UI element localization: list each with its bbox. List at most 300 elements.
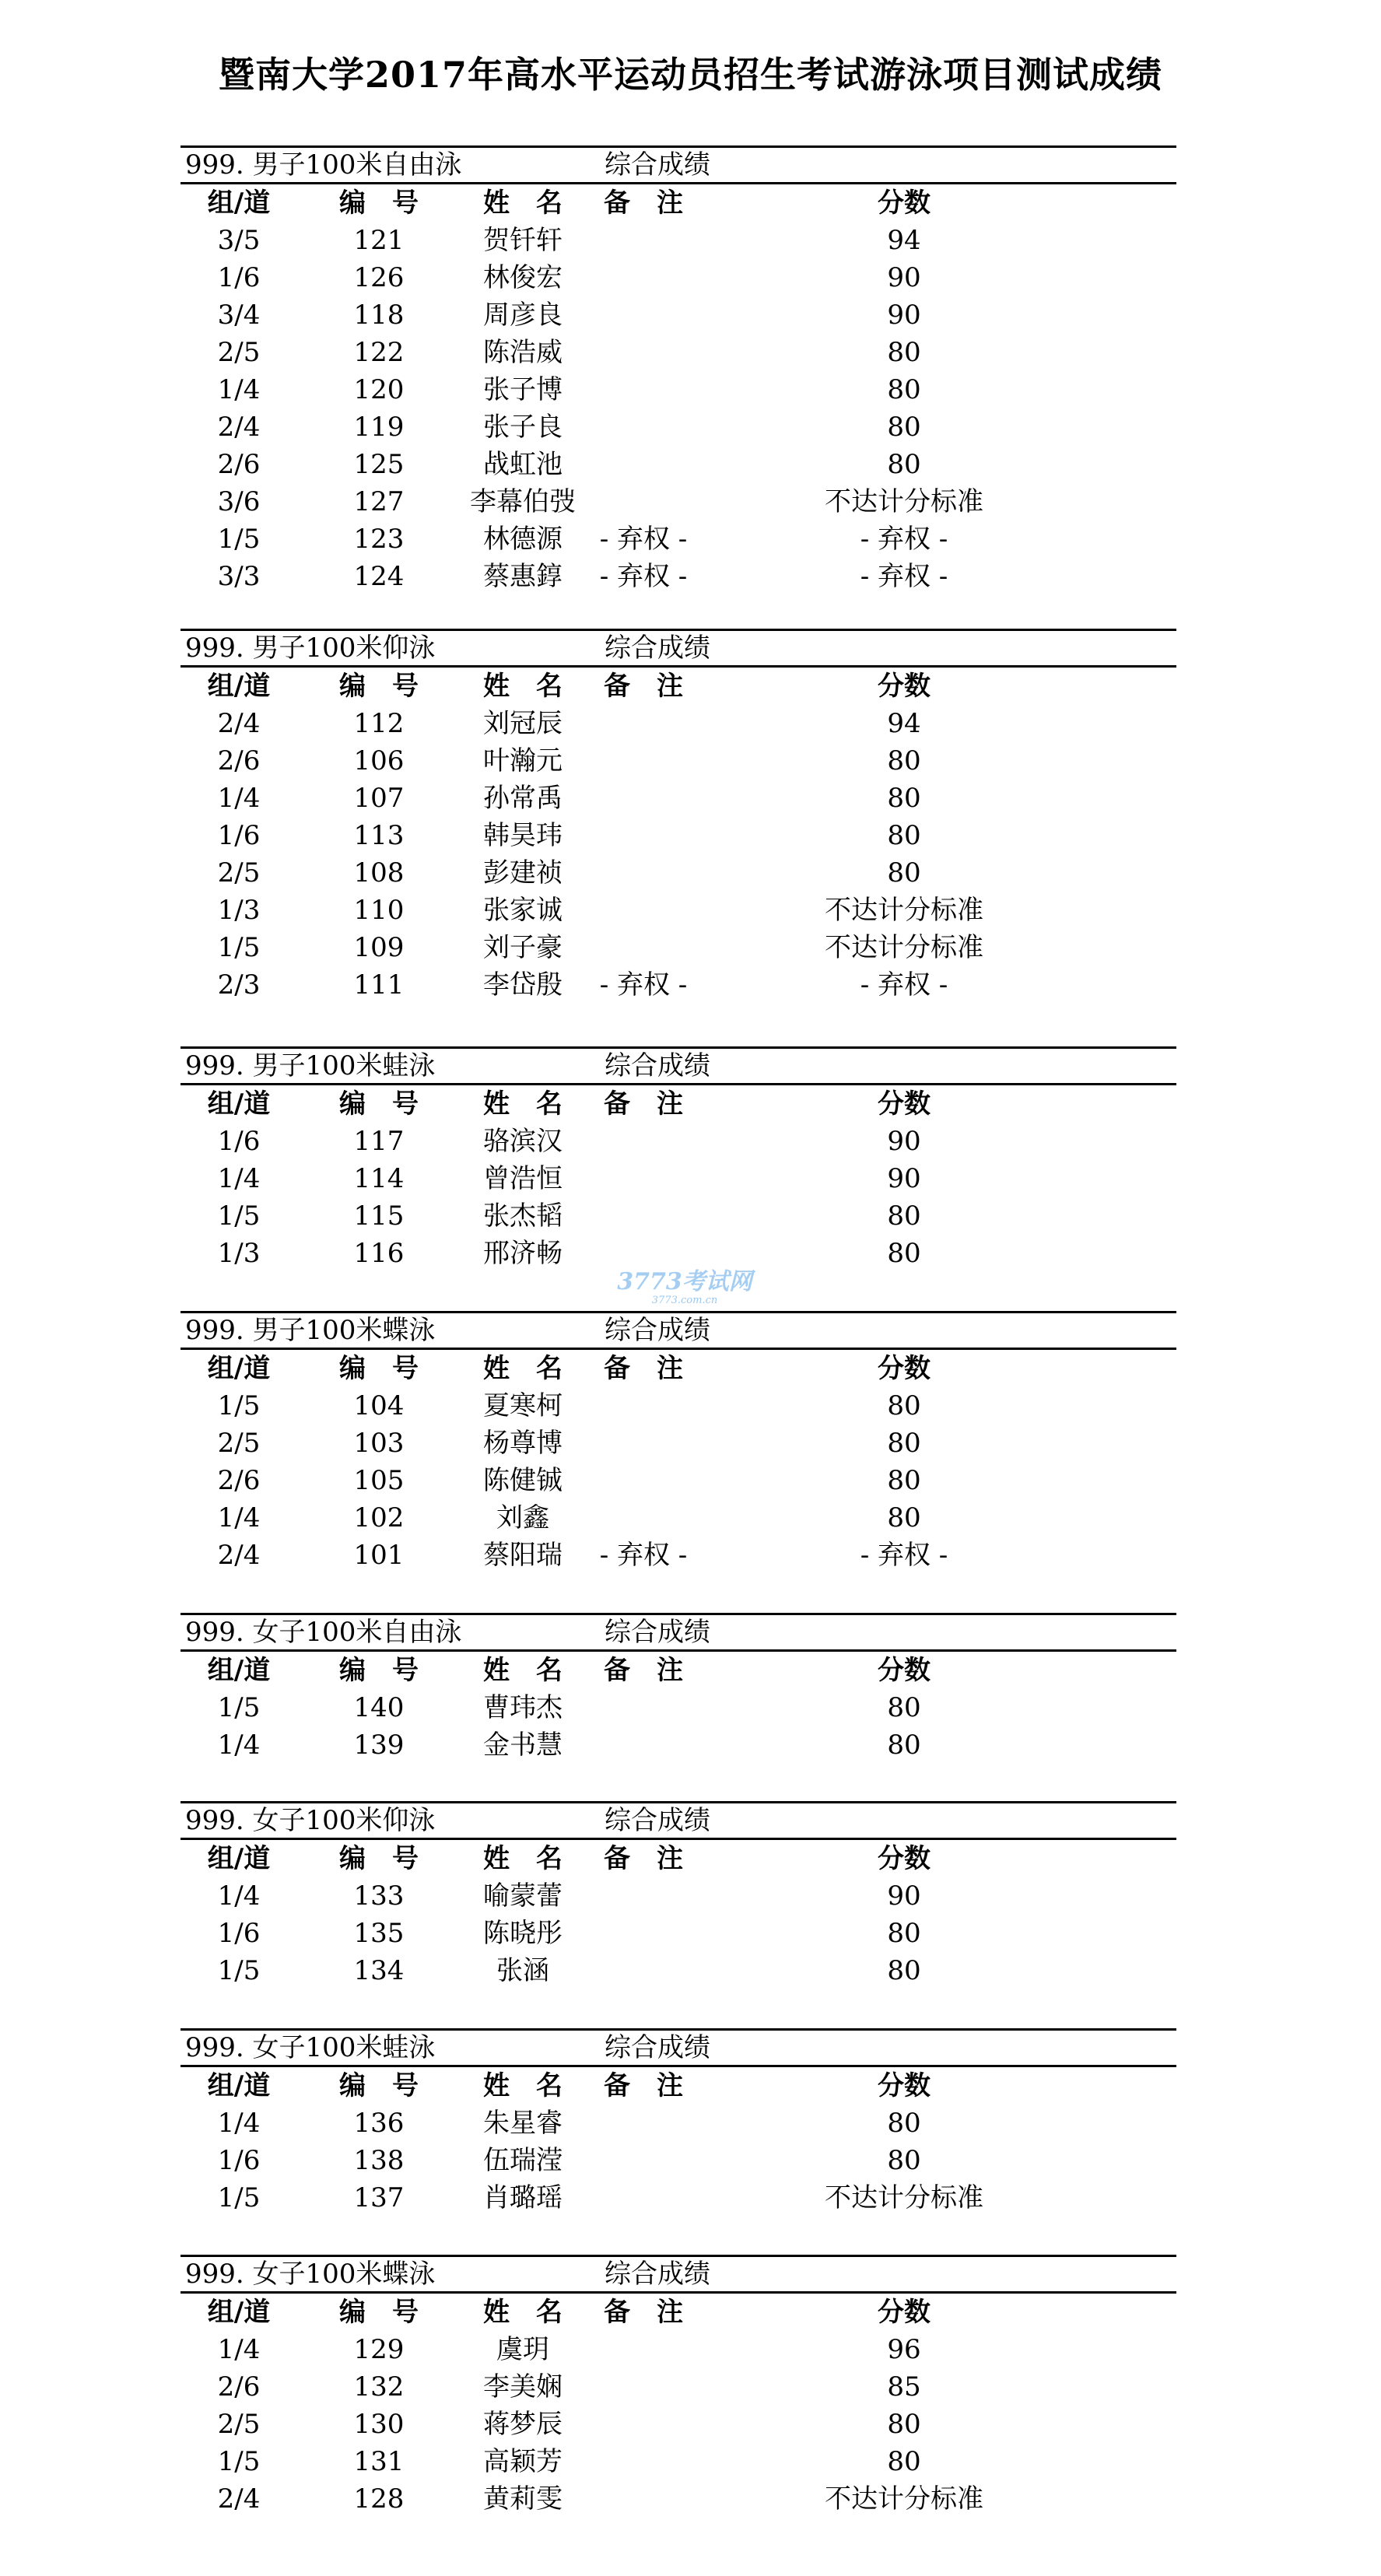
cell-score: 80 <box>887 1200 921 1232</box>
column-header-lane: 组/道 <box>207 671 271 702</box>
cell-name: 陈晓彤 <box>483 1918 563 1949</box>
cell-score: 90 <box>887 1163 921 1194</box>
watermark-sub-text: 3773.com.cn <box>651 1295 718 1306</box>
cell-score: 80 <box>887 337 921 368</box>
event-label: 综合成绩 <box>605 1805 710 1836</box>
cell-id: 111 <box>353 969 405 1001</box>
cell-name: 邢济畅 <box>483 1238 563 1269</box>
table-row <box>181 371 1176 408</box>
cell-note <box>562 2443 725 2480</box>
cell-note <box>562 296 725 334</box>
cell-note <box>562 854 725 892</box>
cell-name: 刘子豪 <box>483 932 563 963</box>
cell-note <box>562 1915 725 1952</box>
cell-id: 105 <box>353 1465 405 1496</box>
table-row <box>181 296 1176 334</box>
cell-id: 132 <box>353 2371 405 2403</box>
table-row <box>181 854 1176 892</box>
cell-note: - 弃权 - <box>599 561 688 592</box>
cell-note <box>562 1197 725 1235</box>
cell-name: 金书慧 <box>483 1730 563 1761</box>
event-header <box>181 629 1176 668</box>
cell-lane: 1/4 <box>217 2108 261 2139</box>
cell-note <box>562 1689 725 1726</box>
table-row <box>181 222 1176 259</box>
cell-id: 127 <box>353 486 405 517</box>
table-row <box>181 2480 1176 2518</box>
cell-name: 曾浩恒 <box>483 1163 563 1194</box>
cell-note <box>562 1462 725 1499</box>
table-row <box>181 2406 1176 2443</box>
cell-score: 不达计分标准 <box>825 2483 983 2515</box>
cell-lane: 1/4 <box>217 783 261 814</box>
cell-lane: 2/4 <box>217 708 261 739</box>
cell-name: 周彦良 <box>483 300 563 331</box>
cell-score: 80 <box>887 449 921 480</box>
cell-score: 80 <box>887 820 921 851</box>
column-header-name: 姓 名 <box>483 1843 563 1874</box>
cell-note <box>562 2480 725 2518</box>
event-label: 综合成绩 <box>605 2032 710 2063</box>
table-row <box>181 1537 1176 1574</box>
column-header-lane: 组/道 <box>207 1353 271 1384</box>
cell-score: 90 <box>887 300 921 331</box>
event-section <box>181 1046 1176 1272</box>
cell-id: 137 <box>353 2182 405 2213</box>
cell-lane: 1/6 <box>217 1918 261 1949</box>
column-header-row <box>181 1350 1176 1387</box>
cell-lane: 2/6 <box>217 2371 261 2403</box>
cell-name: 张涵 <box>496 1955 549 1986</box>
column-header-name: 姓 名 <box>483 1088 563 1120</box>
event-label: 综合成绩 <box>605 2259 710 2290</box>
column-header-note: 备 注 <box>604 1655 683 1686</box>
cell-lane: 2/5 <box>217 857 261 888</box>
event-title: 999. 男子100米蛙泳 <box>185 1050 436 1081</box>
column-header-row <box>181 1840 1176 1877</box>
cell-note <box>562 222 725 259</box>
cell-lane: 1/5 <box>217 932 261 963</box>
column-header-lane: 组/道 <box>207 1843 271 1874</box>
cell-id: 104 <box>353 1390 405 1421</box>
table-row <box>181 1499 1176 1537</box>
cell-note <box>562 1499 725 1537</box>
table-row <box>181 2142 1176 2179</box>
table-row <box>181 966 1176 1004</box>
cell-name: 张家诚 <box>483 895 563 926</box>
table-row <box>181 2368 1176 2406</box>
event-section <box>181 1801 1176 1989</box>
column-header-note: 备 注 <box>604 1088 683 1120</box>
table-row <box>181 2105 1176 2142</box>
cell-lane: 2/6 <box>217 745 261 776</box>
cell-lane: 2/6 <box>217 1465 261 1496</box>
event-label: 综合成绩 <box>605 1050 710 1081</box>
column-header-score: 分数 <box>878 2297 931 2328</box>
table-row <box>181 1235 1176 1272</box>
cell-name: 黄莉雯 <box>483 2483 563 2515</box>
cell-note <box>562 483 725 520</box>
table-row <box>181 408 1176 446</box>
event-title: 999. 男子100米自由泳 <box>185 149 462 180</box>
cell-score: - 弃权 - <box>860 561 948 592</box>
column-header-note: 备 注 <box>604 1843 683 1874</box>
cell-lane: 1/3 <box>217 1238 261 1269</box>
cell-score: 80 <box>887 374 921 405</box>
column-header-lane: 组/道 <box>207 2070 271 2101</box>
cell-name: 蔡阳瑞 <box>483 1540 563 1571</box>
cell-score: - 弃权 - <box>860 969 948 1001</box>
cell-name: 韩昊玮 <box>483 820 563 851</box>
cell-score: 80 <box>887 1465 921 1496</box>
cell-name: 李岱殷 <box>483 969 563 1001</box>
cell-note <box>562 446 725 483</box>
cell-name: 战虹池 <box>483 449 563 480</box>
event-label: 综合成绩 <box>605 1617 710 1648</box>
column-header-note: 备 注 <box>604 671 683 702</box>
cell-name: 蔡惠錞 <box>483 561 563 592</box>
cell-name: 曹玮杰 <box>483 1692 563 1723</box>
cell-name: 彭建祯 <box>483 857 563 888</box>
cell-name: 骆滨汉 <box>483 1126 563 1157</box>
cell-id: 118 <box>353 300 405 331</box>
cell-score: 80 <box>887 1390 921 1421</box>
column-header-row <box>181 2294 1176 2331</box>
cell-id: 112 <box>353 708 405 739</box>
cell-score: 80 <box>887 745 921 776</box>
cell-score: 90 <box>887 1126 921 1157</box>
cell-note <box>562 1235 725 1272</box>
event-header <box>181 1046 1176 1085</box>
column-header-id: 编 号 <box>339 2070 419 2101</box>
column-header-lane: 组/道 <box>207 2297 271 2328</box>
table-row <box>181 929 1176 966</box>
cell-score: 不达计分标准 <box>825 486 983 517</box>
cell-id: 140 <box>353 1692 405 1723</box>
cell-note: - 弃权 - <box>599 524 688 555</box>
cell-score: 80 <box>887 1428 921 1459</box>
event-label: 综合成绩 <box>605 1315 710 1346</box>
column-header-row <box>181 2067 1176 2105</box>
cell-lane: 2/4 <box>217 2483 261 2515</box>
cell-note <box>562 892 725 929</box>
table-row <box>181 520 1176 558</box>
cell-note <box>562 2179 725 2217</box>
table-row <box>181 1877 1176 1915</box>
cell-lane: 1/5 <box>217 2182 261 2213</box>
cell-name: 叶瀚元 <box>483 745 563 776</box>
column-header-id: 编 号 <box>339 1353 419 1384</box>
cell-id: 125 <box>353 449 405 480</box>
cell-note <box>562 259 725 296</box>
event-section <box>181 629 1176 1004</box>
table-row <box>181 1197 1176 1235</box>
cell-lane: 2/5 <box>217 1428 261 1459</box>
cell-lane: 2/4 <box>217 412 261 443</box>
cell-lane: 3/5 <box>217 225 261 256</box>
cell-score: 80 <box>887 1955 921 1986</box>
cell-name: 刘鑫 <box>496 1502 549 1533</box>
cell-score: 80 <box>887 412 921 443</box>
cell-name: 虞玥 <box>496 2334 549 2365</box>
cell-note: - 弃权 - <box>599 969 688 1001</box>
cell-name: 张子博 <box>483 374 563 405</box>
cell-lane: 1/6 <box>217 262 261 293</box>
event-label: 综合成绩 <box>605 149 710 180</box>
cell-name: 张杰韬 <box>483 1200 563 1232</box>
table-row <box>181 1425 1176 1462</box>
cell-lane: 1/6 <box>217 2145 261 2176</box>
cell-lane: 1/4 <box>217 1880 261 1912</box>
cell-name: 伍瑞滢 <box>483 2145 563 2176</box>
cell-score: 80 <box>887 2409 921 2440</box>
column-header-id: 编 号 <box>339 1843 419 1874</box>
cell-lane: 1/4 <box>217 1502 261 1533</box>
cell-id: 138 <box>353 2145 405 2176</box>
watermark-main-text: 3773考试网 <box>617 1268 752 1295</box>
column-header-name: 姓 名 <box>483 1655 563 1686</box>
table-row <box>181 1123 1176 1160</box>
cell-lane: 1/5 <box>217 1692 261 1723</box>
cell-id: 101 <box>353 1540 405 1571</box>
cell-id: 115 <box>353 1200 405 1232</box>
cell-note <box>562 2368 725 2406</box>
cell-score: 90 <box>887 1880 921 1912</box>
column-header-lane: 组/道 <box>207 1088 271 1120</box>
event-title: 999. 男子100米蝶泳 <box>185 1315 436 1346</box>
column-header-row <box>181 1085 1176 1123</box>
event-section <box>181 145 1176 595</box>
table-row <box>181 1387 1176 1425</box>
cell-id: 122 <box>353 337 405 368</box>
column-header-name: 姓 名 <box>483 671 563 702</box>
column-header-score: 分数 <box>878 188 931 219</box>
cell-score: 85 <box>887 2371 921 2403</box>
cell-score: - 弃权 - <box>860 524 948 555</box>
column-header-name: 姓 名 <box>483 2297 563 2328</box>
cell-id: 117 <box>353 1126 405 1157</box>
cell-note <box>562 2142 725 2179</box>
cell-note <box>562 1387 725 1425</box>
table-row <box>181 2443 1176 2480</box>
table-row <box>181 1462 1176 1499</box>
cell-lane: 1/4 <box>217 2334 261 2365</box>
table-row <box>181 1689 1176 1726</box>
column-header-name: 姓 名 <box>483 2070 563 2101</box>
cell-note <box>562 334 725 371</box>
cell-note <box>562 780 725 817</box>
event-section <box>181 2028 1176 2217</box>
cell-id: 107 <box>353 783 405 814</box>
cell-note <box>562 2406 725 2443</box>
cell-lane: 1/5 <box>217 1955 261 1986</box>
column-header-id: 编 号 <box>339 2297 419 2328</box>
cell-score: 80 <box>887 783 921 814</box>
cell-name: 夏寒柯 <box>483 1390 563 1421</box>
cell-score: 90 <box>887 262 921 293</box>
event-title: 999. 女子100米蛙泳 <box>185 2032 436 2063</box>
cell-score: 94 <box>887 708 921 739</box>
cell-name: 朱星睿 <box>483 2108 563 2139</box>
column-header-note: 备 注 <box>604 1353 683 1384</box>
table-row <box>181 1726 1176 1764</box>
cell-lane: 1/5 <box>217 1390 261 1421</box>
cell-id: 121 <box>353 225 405 256</box>
column-header-score: 分数 <box>878 1088 931 1120</box>
table-row <box>181 1160 1176 1197</box>
table-row <box>181 446 1176 483</box>
cell-note <box>562 371 725 408</box>
event-header <box>181 1613 1176 1652</box>
cell-lane: 1/5 <box>217 2446 261 2477</box>
event-section <box>181 2255 1176 2518</box>
column-header-id: 编 号 <box>339 1088 419 1120</box>
cell-id: 124 <box>353 561 405 592</box>
table-row <box>181 817 1176 854</box>
column-header-id: 编 号 <box>339 1655 419 1686</box>
cell-name: 杨尊博 <box>483 1428 563 1459</box>
cell-score: 80 <box>887 1692 921 1723</box>
cell-lane: 1/6 <box>217 1126 261 1157</box>
cell-note <box>562 1160 725 1197</box>
table-row <box>181 334 1176 371</box>
column-header-lane: 组/道 <box>207 1655 271 1686</box>
table-row <box>181 558 1176 595</box>
cell-score: 96 <box>887 2334 921 2365</box>
cell-id: 130 <box>353 2409 405 2440</box>
table-row <box>181 892 1176 929</box>
cell-name: 高颖芳 <box>483 2446 563 2477</box>
cell-lane: 3/6 <box>217 486 261 517</box>
cell-id: 139 <box>353 1730 405 1761</box>
event-section <box>181 1613 1176 1764</box>
cell-note: - 弃权 - <box>599 1540 688 1571</box>
event-title: 999. 女子100米自由泳 <box>185 1617 462 1648</box>
column-header-lane: 组/道 <box>207 188 271 219</box>
event-header <box>181 1801 1176 1840</box>
cell-id: 123 <box>353 524 405 555</box>
cell-score: 80 <box>887 1502 921 1533</box>
cell-name: 喻蒙蕾 <box>483 1880 563 1912</box>
cell-name: 林德源 <box>483 524 563 555</box>
cell-lane: 3/4 <box>217 300 261 331</box>
cell-note <box>562 929 725 966</box>
cell-note <box>562 1123 725 1160</box>
cell-id: 134 <box>353 1955 405 1986</box>
event-section <box>181 1311 1176 1574</box>
cell-id: 103 <box>353 1428 405 1459</box>
cell-id: 108 <box>353 857 405 888</box>
cell-score: - 弃权 - <box>860 1540 948 1571</box>
cell-id: 136 <box>353 2108 405 2139</box>
cell-id: 131 <box>353 2446 405 2477</box>
column-header-row <box>181 184 1176 222</box>
cell-name: 蒋梦辰 <box>483 2409 563 2440</box>
column-header-row <box>181 1652 1176 1689</box>
cell-name: 刘冠辰 <box>483 708 563 739</box>
event-title: 999. 女子100米仰泳 <box>185 1805 436 1836</box>
cell-score: 80 <box>887 2446 921 2477</box>
page-title: 暨南大学2017年高水平运动员招生考试游泳项目测试成绩 <box>218 54 1163 96</box>
cell-name: 陈浩威 <box>483 337 563 368</box>
cell-note <box>562 1952 725 1989</box>
cell-id: 128 <box>353 2483 405 2515</box>
cell-id: 129 <box>353 2334 405 2365</box>
cell-note <box>562 408 725 446</box>
cell-lane: 1/5 <box>217 1200 261 1232</box>
cell-id: 135 <box>353 1918 405 1949</box>
cell-note <box>562 2105 725 2142</box>
event-label: 综合成绩 <box>605 633 710 664</box>
cell-id: 116 <box>353 1238 405 1269</box>
cell-score: 不达计分标准 <box>825 932 983 963</box>
table-row <box>181 259 1176 296</box>
cell-name: 陈健铖 <box>483 1465 563 1496</box>
cell-lane: 1/4 <box>217 374 261 405</box>
cell-score: 80 <box>887 1730 921 1761</box>
column-header-name: 姓 名 <box>483 188 563 219</box>
cell-name: 李幕伯弢 <box>470 486 576 517</box>
column-header-score: 分数 <box>878 1843 931 1874</box>
table-row <box>181 1952 1176 1989</box>
cell-name: 张子良 <box>483 412 563 443</box>
table-row <box>181 742 1176 780</box>
cell-lane: 2/4 <box>217 1540 261 1571</box>
cell-note <box>562 2331 725 2368</box>
cell-note <box>562 1877 725 1915</box>
table-row <box>181 2331 1176 2368</box>
cell-lane: 2/5 <box>217 337 261 368</box>
column-header-name: 姓 名 <box>483 1353 563 1384</box>
cell-score: 不达计分标准 <box>825 895 983 926</box>
cell-note <box>562 705 725 742</box>
column-header-row <box>181 668 1176 705</box>
event-header <box>181 145 1176 184</box>
cell-score: 80 <box>887 1918 921 1949</box>
column-header-score: 分数 <box>878 2070 931 2101</box>
cell-id: 119 <box>353 412 405 443</box>
cell-score: 80 <box>887 2145 921 2176</box>
cell-id: 102 <box>353 1502 405 1533</box>
column-header-note: 备 注 <box>604 188 683 219</box>
cell-note <box>562 1726 725 1764</box>
table-row <box>181 705 1176 742</box>
cell-lane: 2/6 <box>217 449 261 480</box>
event-header <box>181 2255 1176 2294</box>
cell-note <box>562 817 725 854</box>
cell-lane: 1/3 <box>217 895 261 926</box>
table-row <box>181 780 1176 817</box>
column-header-score: 分数 <box>878 1655 931 1686</box>
column-header-id: 编 号 <box>339 188 419 219</box>
event-header <box>181 2028 1176 2067</box>
cell-lane: 3/3 <box>217 561 261 592</box>
cell-lane: 2/3 <box>217 969 261 1001</box>
cell-id: 126 <box>353 262 405 293</box>
cell-id: 110 <box>353 895 405 926</box>
column-header-id: 编 号 <box>339 671 419 702</box>
cell-id: 113 <box>353 820 405 851</box>
cell-lane: 1/6 <box>217 820 261 851</box>
cell-score: 80 <box>887 857 921 888</box>
cell-note <box>562 1425 725 1462</box>
cell-lane: 1/4 <box>217 1163 261 1194</box>
cell-lane: 2/5 <box>217 2409 261 2440</box>
cell-id: 106 <box>353 745 405 776</box>
cell-name: 林俊宏 <box>483 262 563 293</box>
column-header-note: 备 注 <box>604 2297 683 2328</box>
cell-id: 120 <box>353 374 405 405</box>
